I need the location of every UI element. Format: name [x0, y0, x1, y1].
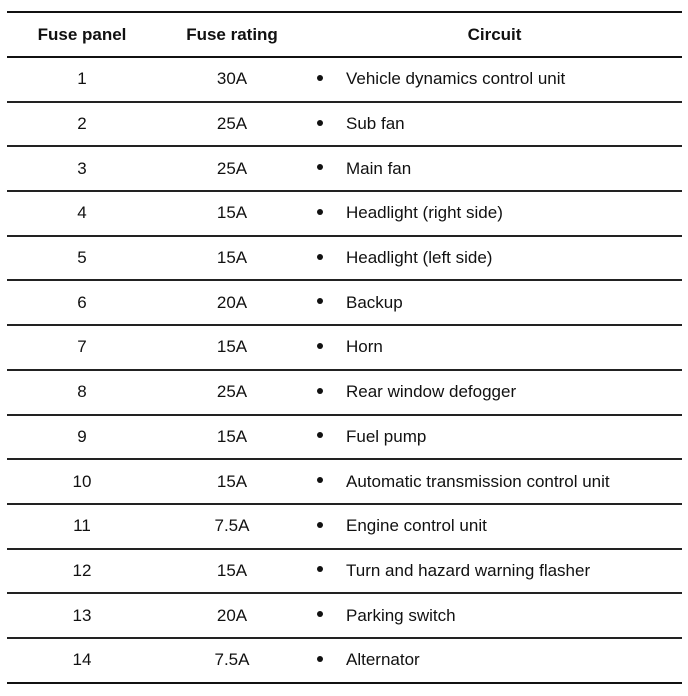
bullet-icon — [317, 566, 323, 572]
circuit-label: Turn and hazard warning flasher — [346, 560, 591, 580]
circuit-label: Fuel pump — [346, 426, 427, 446]
fuse-panel-cell: 3 — [7, 146, 157, 191]
fuse-rating-cell: 15A — [157, 415, 307, 460]
fuse-rating-cell: 25A — [157, 146, 307, 191]
table-row — [7, 593, 682, 638]
fuse-panel-cell: 7 — [7, 325, 157, 370]
circuit-cell — [307, 638, 682, 683]
bullet-icon — [317, 164, 323, 170]
circuit-label: Alternator — [346, 650, 420, 670]
fuse-rating-cell: 20A — [157, 593, 307, 638]
header-fuse-rating: Fuse rating — [157, 12, 307, 57]
circuit-cell — [307, 325, 682, 370]
fuse-rating-cell: 15A — [157, 549, 307, 594]
fuse-rating-cell: 7.5A — [157, 638, 307, 683]
bullet-icon — [317, 611, 323, 617]
fuse-rating-cell: 15A — [157, 459, 307, 504]
bullet-icon — [317, 477, 323, 483]
fuse-panel-cell: 1 — [7, 57, 157, 102]
fuse-panel-cell: 13 — [7, 593, 157, 638]
bullet-icon — [317, 388, 323, 394]
fuse-rating-cell: 15A — [157, 325, 307, 370]
circuit-cell — [307, 370, 682, 415]
circuit-cell — [307, 146, 682, 191]
table-row — [7, 146, 682, 191]
circuit-label: Parking switch — [346, 605, 456, 625]
fuse-panel-cell: 12 — [7, 549, 157, 594]
circuit-cell — [307, 415, 682, 460]
header-fuse-panel: Fuse panel — [7, 12, 157, 57]
fuse-panel-cell: 9 — [7, 415, 157, 460]
bullet-icon — [317, 254, 323, 260]
circuit-label: Sub fan — [346, 114, 405, 134]
table-row — [7, 415, 682, 460]
circuit-cell — [307, 191, 682, 236]
table-body — [7, 57, 682, 683]
circuit-label: Automatic transmission control unit — [346, 471, 610, 491]
circuit-label: Horn — [346, 337, 383, 357]
fuse-panel-cell: 4 — [7, 191, 157, 236]
circuit-label: Backup — [346, 292, 403, 312]
table-row — [7, 325, 682, 370]
bullet-icon — [317, 656, 323, 662]
circuit-cell — [307, 102, 682, 147]
circuit-label: Headlight (right side) — [346, 203, 503, 223]
bullet-icon — [317, 120, 323, 126]
circuit-label: Vehicle dynamics control unit — [346, 69, 566, 89]
table-row — [7, 280, 682, 325]
fuse-rating-cell: 15A — [157, 236, 307, 281]
table-row — [7, 504, 682, 549]
fuse-rating-cell: 15A — [157, 191, 307, 236]
fuse-table — [7, 11, 682, 684]
circuit-cell — [307, 57, 682, 102]
fuse-panel-cell: 10 — [7, 459, 157, 504]
circuit-label: Engine control unit — [346, 516, 487, 536]
circuit-cell — [307, 459, 682, 504]
table-row — [7, 370, 682, 415]
circuit-cell — [307, 280, 682, 325]
bullet-icon — [317, 209, 323, 215]
header-circuit: Circuit — [307, 12, 682, 57]
bullet-icon — [317, 298, 323, 304]
fuse-panel-cell: 8 — [7, 370, 157, 415]
circuit-cell — [307, 236, 682, 281]
fuse-panel-cell: 6 — [7, 280, 157, 325]
fuse-panel-cell: 11 — [7, 504, 157, 549]
fuse-panel-cell: 14 — [7, 638, 157, 683]
fuse-rating-cell: 25A — [157, 370, 307, 415]
bullet-icon — [317, 343, 323, 349]
table-row — [7, 638, 682, 683]
table-row — [7, 191, 682, 236]
fuse-rating-cell: 7.5A — [157, 504, 307, 549]
circuit-label: Headlight (left side) — [346, 248, 493, 268]
circuit-cell — [307, 549, 682, 594]
table-row — [7, 57, 682, 102]
bullet-icon — [317, 432, 323, 438]
fuse-rating-cell: 20A — [157, 280, 307, 325]
bullet-icon — [317, 522, 323, 528]
fuse-rating-cell: 25A — [157, 102, 307, 147]
table-row — [7, 102, 682, 147]
fuse-rating-cell: 30A — [157, 57, 307, 102]
circuit-cell — [307, 593, 682, 638]
bullet-icon — [317, 75, 323, 81]
fuse-panel-cell: 5 — [7, 236, 157, 281]
circuit-cell — [307, 504, 682, 549]
circuit-label: Main fan — [346, 158, 412, 178]
table-row — [7, 459, 682, 504]
table-row — [7, 236, 682, 281]
table-row — [7, 549, 682, 594]
fuse-panel-cell: 2 — [7, 102, 157, 147]
circuit-label: Rear window defogger — [346, 382, 517, 402]
header-row — [7, 12, 682, 57]
